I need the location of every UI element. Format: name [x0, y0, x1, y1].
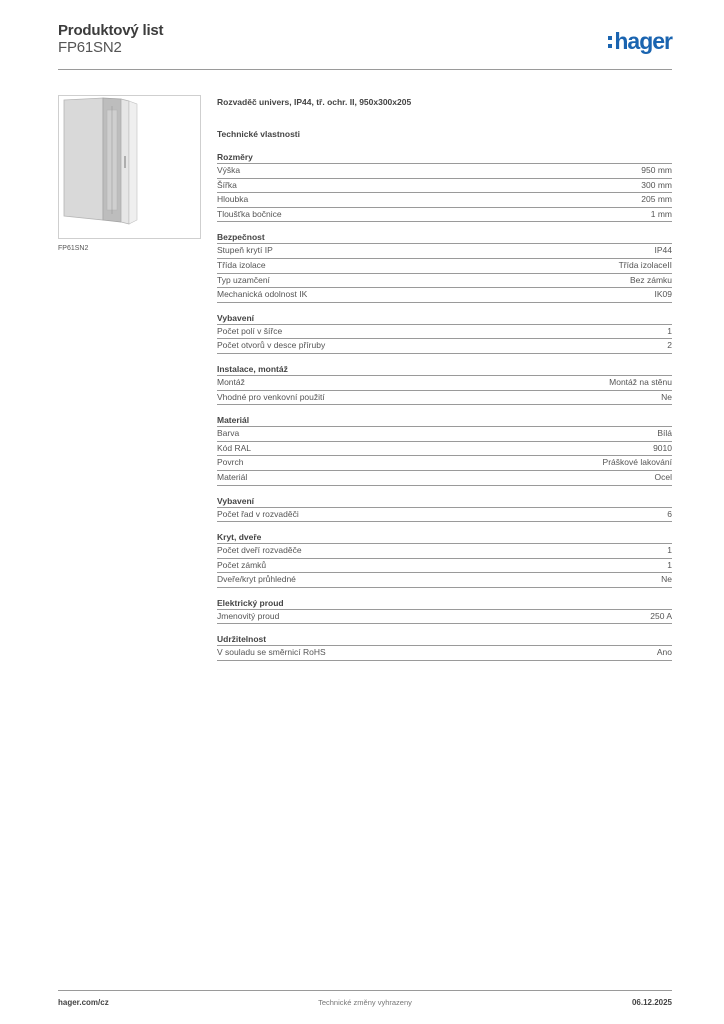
footer-date: 06.12.2025 [631, 998, 672, 1007]
spec-value: 250 A [650, 610, 672, 621]
spec-row [217, 544, 672, 559]
spec-label: Typ uzamčení [217, 274, 270, 285]
spec-row [217, 244, 672, 259]
spec-row [217, 559, 672, 574]
spec-label: Počet řad v rozvaděči [217, 508, 299, 519]
spec-row [217, 508, 672, 523]
spec-section [217, 598, 672, 625]
image-caption: FP61SN2 [58, 245, 89, 252]
hager-logo [608, 28, 672, 55]
footer-note: Technické změny vyhrazeny [318, 998, 412, 1007]
spec-section [217, 313, 672, 354]
spec-sections [217, 152, 672, 661]
spec-value: 300 mm [641, 179, 672, 190]
spec-content [217, 96, 672, 661]
spec-label: Tloušťka bočnice [217, 208, 282, 219]
page-header [58, 20, 672, 70]
product-code: FP61SN2 [58, 39, 122, 56]
spec-row [217, 610, 672, 625]
section-title: Materiál [217, 415, 672, 427]
spec-label: Šířka [217, 179, 237, 190]
page-footer [58, 990, 672, 1016]
section-title: Elektrický proud [217, 598, 672, 610]
spec-section [217, 232, 672, 302]
spec-row [217, 208, 672, 223]
spec-row [217, 442, 672, 457]
spec-label: Počet dveří rozvaděče [217, 545, 302, 556]
spec-section [217, 532, 672, 588]
product-description: Rozvaděč univers, IP44, tř. ochr. II, 950x300x205 [217, 97, 412, 107]
section-title: Bezpečnost [217, 232, 672, 244]
spec-label: Počet otvorů v desce příruby [217, 340, 326, 351]
spec-value: Ano [656, 647, 672, 658]
spec-label: Třída izolace [217, 259, 266, 270]
spec-row [217, 376, 672, 391]
spec-value: Montáž na stěnu [609, 376, 672, 387]
spec-row [217, 325, 672, 340]
page-title: Produktový list [58, 22, 164, 39]
spec-value: Ne [661, 391, 672, 402]
section-title: Rozměry [217, 152, 672, 164]
spec-row [217, 274, 672, 289]
spec-row [217, 573, 672, 588]
spec-row [217, 456, 672, 471]
spec-value: 1 [667, 545, 672, 556]
spec-section [217, 496, 672, 523]
logo-text: hager [614, 28, 672, 54]
spec-label: V souladu se směrnicí RoHS [217, 647, 326, 658]
spec-section [217, 152, 672, 222]
spec-section [217, 364, 672, 405]
spec-row [217, 471, 672, 486]
spec-label: Povrch [217, 457, 244, 468]
spec-value: Bílá [657, 428, 672, 439]
spec-value: IP44 [654, 245, 672, 256]
spec-value: 950 mm [641, 165, 672, 175]
spec-value: 6 [667, 508, 672, 519]
cabinet-illustration-icon [59, 96, 200, 238]
logo-mark-icon [608, 36, 612, 48]
spec-label: Počet polí v šířce [217, 325, 283, 336]
spec-value: Bez zámku [629, 274, 672, 285]
spec-row [217, 164, 672, 179]
spec-value: 1 [667, 559, 672, 570]
spec-label: Montáž [217, 376, 245, 387]
section-title: Vybavení [217, 313, 672, 325]
spec-row [217, 427, 672, 442]
spec-value: IK09 [654, 289, 672, 300]
section-title: Kryt, dveře [217, 532, 672, 544]
spec-value: Třída izolaceII [618, 259, 672, 270]
spec-section [217, 415, 672, 485]
spec-label: Materiál [217, 471, 248, 482]
spec-label: Vhodné pro venkovní použití [217, 391, 325, 402]
spec-value: 205 mm [641, 194, 672, 205]
spec-row [217, 339, 672, 354]
spec-value: 1 mm [650, 208, 672, 219]
spec-value: 9010 [653, 442, 672, 453]
product-image [58, 95, 201, 239]
spec-row [217, 646, 672, 661]
spec-label: Stupeň krytí IP [217, 245, 273, 256]
spec-value: 2 [667, 340, 672, 351]
spec-row [217, 179, 672, 194]
section-title: Vybavení [217, 496, 672, 508]
spec-value: Práškové lakování [602, 457, 672, 468]
spec-row [217, 391, 672, 406]
section-title: Instalace, montáž [217, 364, 672, 376]
spec-label: Dveře/kryt průhledné [217, 574, 296, 585]
spec-value: 1 [667, 325, 672, 336]
section-title: Udržitelnost [217, 634, 672, 646]
spec-value: Ocel [654, 471, 672, 482]
spec-value: Ne [661, 574, 672, 585]
spec-label: Barva [217, 428, 240, 439]
spec-label: Jmenovitý proud [217, 610, 280, 621]
footer-website: hager.com/cz [58, 998, 109, 1007]
spec-row [217, 288, 672, 303]
spec-label: Počet zámků [217, 559, 267, 570]
tech-heading: Technické vlastnosti [217, 129, 300, 139]
spec-row [217, 259, 672, 274]
spec-section [217, 634, 672, 661]
spec-label: Hloubka [217, 194, 249, 205]
spec-label: Výška [217, 165, 241, 175]
spec-row [217, 193, 672, 208]
spec-label: Kód RAL [217, 442, 252, 453]
spec-label: Mechanická odolnost IK [217, 289, 308, 300]
